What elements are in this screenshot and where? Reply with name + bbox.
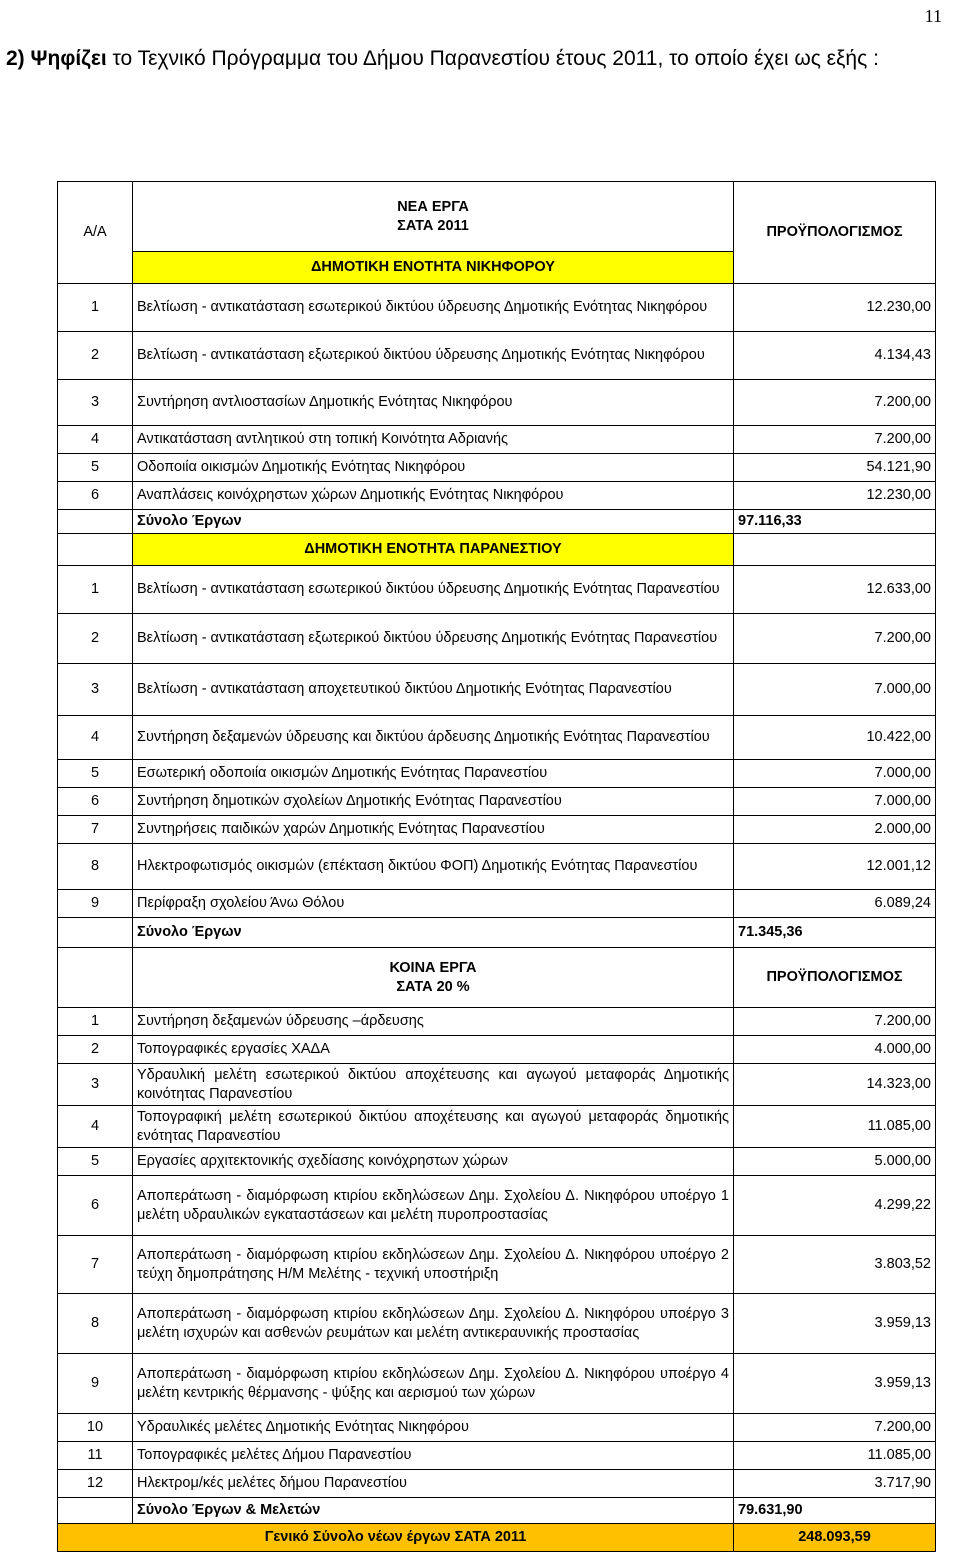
- table-row: [58, 844, 936, 890]
- item-amount: 3.717,90: [734, 1470, 936, 1498]
- table-row: [58, 380, 936, 426]
- item-description: Υδραυλική μελέτη εσωτερικού δικτύου αποχέτευσης και αγωγού μεταφοράς Δημοτικής κοινότητας Παρανεστίου: [133, 1064, 734, 1106]
- item-number: 3: [58, 380, 133, 426]
- total-value: 71.345,36: [734, 918, 936, 948]
- item-amount: 7.000,00: [734, 760, 936, 788]
- total-value: 79.631,90: [734, 1498, 936, 1524]
- total-row: [58, 510, 936, 534]
- item-number: 4: [58, 1106, 133, 1148]
- item-description: Συντηρήσεις παιδικών χαρών Δημοτικής Ενότητας Παρανεστίου: [133, 816, 734, 844]
- item-description: Αντικατάσταση αντλητικού στη τοπική Κοινότητα Αδριανής: [133, 426, 734, 454]
- item-description: Ηλεκτροφωτισμός οικισμών (επέκταση δικτύου ΦΟΠ) Δημοτικής Ενότητας Παρανεστίου: [133, 844, 734, 890]
- item-description: Περίφραξη σχολείου Άνω Θόλου: [133, 890, 734, 918]
- item-amount: 3.803,52: [734, 1236, 936, 1294]
- item-amount: 6.089,24: [734, 890, 936, 918]
- item-number: 11: [58, 1442, 133, 1470]
- table-row: [58, 332, 936, 380]
- item-description: Συντήρηση αντλιοστασίων Δημοτικής Ενότητας Νικηφόρου: [133, 380, 734, 426]
- item-number: 5: [58, 1148, 133, 1176]
- item-number: 6: [58, 1176, 133, 1236]
- item-number: 5: [58, 454, 133, 482]
- item-description: Αναπλάσεις κοινόχρηστων χώρων Δημοτικής Ενότητας Νικηφόρου: [133, 482, 734, 510]
- table-row: [58, 1442, 936, 1470]
- item-amount: 54.121,90: [734, 454, 936, 482]
- table-row: [58, 614, 936, 664]
- table-row: [58, 816, 936, 844]
- item-amount: 7.000,00: [734, 788, 936, 816]
- item-description: Υδραυλικές μελέτες Δημοτικής Ενότητας Νικηφόρου: [133, 1414, 734, 1442]
- item-number: 1: [58, 566, 133, 614]
- item-number: 7: [58, 1236, 133, 1294]
- page-number: 11: [924, 6, 942, 26]
- grand-total-label: Γενικό Σύνολο νέων έργων ΣΑΤΑ 2011: [58, 1524, 734, 1552]
- item-description: Συντήρηση δεξαμενών ύδρευσης –άρδευσης: [133, 1008, 734, 1036]
- item-amount: 5.000,00: [734, 1148, 936, 1176]
- header-title-line1: ΝΕΑ ΕΡΓΑ: [397, 198, 469, 215]
- item-description: Συντήρηση δεξαμενών ύδρευσης και δικτύου άρδευσης Δημοτικής Ενότητας Παρανεστίου: [133, 716, 734, 760]
- item-amount: 2.000,00: [734, 816, 936, 844]
- header-aa: Α/Α: [58, 182, 133, 284]
- header-title: [133, 182, 734, 252]
- section3-title: [133, 948, 734, 1008]
- item-amount: 7.200,00: [734, 1008, 936, 1036]
- intro-paragraph: [6, 42, 951, 76]
- total-row: [58, 1498, 936, 1524]
- section2-budget-spacer: [734, 534, 936, 566]
- item-number: 2: [58, 1036, 133, 1064]
- table-row: [58, 1236, 936, 1294]
- section3-title-line2: ΣΑΤΑ 20 %: [396, 978, 470, 995]
- item-description: Βελτίωση - αντικατάσταση εξωτερικού δικτύου ύδρευσης Δημοτικής Ενότητας Παρανεστίου: [133, 614, 734, 664]
- total-label: Σύνολο Έργων: [133, 918, 734, 948]
- header-budget: ΠΡΟΫΠΟΛΟΓΙΣΜΟΣ: [734, 182, 936, 284]
- table-row: [58, 482, 936, 510]
- item-description: Βελτίωση - αντικατάσταση εσωτερικού δικτύου ύδρευσης Δημοτικής Ενότητας Νικηφόρου: [133, 284, 734, 332]
- intro-bold: 2) Ψηφίζει: [6, 47, 107, 70]
- item-amount: 3.959,13: [734, 1354, 936, 1414]
- item-number: 8: [58, 844, 133, 890]
- item-number: 1: [58, 1008, 133, 1036]
- item-description: Τοπογραφικές εργασίες ΧΑΔΑ: [133, 1036, 734, 1064]
- item-number: 4: [58, 426, 133, 454]
- item-description: Συντήρηση δημοτικών σχολείων Δημοτικής Ενότητας Παρανεστίου: [133, 788, 734, 816]
- table-row: [58, 1354, 936, 1414]
- item-amount: 3.959,13: [734, 1294, 936, 1354]
- table-row: [58, 1294, 936, 1354]
- table-row: [58, 454, 936, 482]
- total-spacer: [58, 918, 133, 948]
- item-amount: 12.001,12: [734, 844, 936, 890]
- total-value: 97.116,33: [734, 510, 936, 534]
- item-amount: 7.200,00: [734, 380, 936, 426]
- item-number: 6: [58, 482, 133, 510]
- item-description: Τοπογραφικές μελέτες Δήμου Παρανεστίου: [133, 1442, 734, 1470]
- total-label: Σύνολο Έργων & Μελετών: [133, 1498, 734, 1524]
- item-amount: 4.299,22: [734, 1176, 936, 1236]
- item-number: 2: [58, 332, 133, 380]
- item-amount: 12.230,00: [734, 482, 936, 510]
- item-number: 8: [58, 1294, 133, 1354]
- table-row: [58, 1106, 936, 1148]
- table-row: [58, 788, 936, 816]
- item-amount: 7.200,00: [734, 614, 936, 664]
- table-row: [58, 760, 936, 788]
- item-number: 1: [58, 284, 133, 332]
- item-description: Αποπεράτωση - διαμόρφωση κτιρίου εκδηλώσεων Δημ. Σχολείου Δ. Νικηφόρου υποέργο 3 μελέτη ισχυρών και ασθενών ρευμάτων και μελέτη αντικεραυνικής προστασίας: [133, 1294, 734, 1354]
- section2-spacer: [58, 534, 133, 566]
- item-amount: 4.000,00: [734, 1036, 936, 1064]
- total-spacer: [58, 510, 133, 534]
- section3-title-line1: ΚΟΙΝΑ ΕΡΓΑ: [389, 959, 477, 976]
- item-number: 3: [58, 664, 133, 716]
- budget-table: [57, 181, 936, 1552]
- item-number: 5: [58, 760, 133, 788]
- total-spacer: [58, 1498, 133, 1524]
- item-amount: 7.200,00: [734, 1414, 936, 1442]
- section3-header-row: [58, 948, 936, 1008]
- table-row: [58, 1470, 936, 1498]
- header-title-line2: ΣΑΤΑ 2011: [397, 217, 469, 234]
- budget-table-body: [58, 182, 936, 1552]
- item-description: Εργασίες αρχιτεκτονικής σχεδίασης κοινόχρηστων χώρων: [133, 1148, 734, 1176]
- section3-budget: ΠΡΟΫΠΟΛΟΓΙΣΜΟΣ: [734, 948, 936, 1008]
- item-description: Αποπεράτωση - διαμόρφωση κτιρίου εκδηλώσεων Δημ. Σχολείου Δ. Νικηφόρου υποέργο 2 τεύχη δημοπράτησης Η/Μ Μελέτης - τεχνική υποστήριξη: [133, 1236, 734, 1294]
- item-number: 9: [58, 1354, 133, 1414]
- item-number: 7: [58, 816, 133, 844]
- item-amount: 11.085,00: [734, 1442, 936, 1470]
- item-description: Εσωτερική οδοποιία οικισμών Δημοτικής Ενότητας Παρανεστίου: [133, 760, 734, 788]
- item-description: Βελτίωση - αντικατάσταση εξωτερικού δικτύου ύδρευσης Δημοτικής Ενότητας Νικηφόρου: [133, 332, 734, 380]
- item-description: Αποπεράτωση - διαμόρφωση κτιρίου εκδηλώσεων Δημ. Σχολείου Δ. Νικηφόρου υποέργο 1 μελέτη υδραυλικών εγκαταστάσεων και μελέτη πυροπροστασίας: [133, 1176, 734, 1236]
- item-description: Βελτίωση - αντικατάσταση εσωτερικού δικτύου ύδρευσης Δημοτικής Ενότητας Παρανεστίου: [133, 566, 734, 614]
- item-description: Τοπογραφική μελέτη εσωτερικού δικτύου αποχέτευσης και αγωγού μεταφοράς δημοτικής ενότητας Παρανεστίου: [133, 1106, 734, 1148]
- table-row: [58, 664, 936, 716]
- header-row: [58, 182, 936, 252]
- table-row: [58, 1036, 936, 1064]
- item-amount: 4.134,43: [734, 332, 936, 380]
- item-number: 3: [58, 1064, 133, 1106]
- table-row: [58, 566, 936, 614]
- total-row: [58, 918, 936, 948]
- item-amount: 14.323,00: [734, 1064, 936, 1106]
- grand-total-value: 248.093,59: [734, 1524, 936, 1552]
- table-row: [58, 426, 936, 454]
- item-description: Αποπεράτωση - διαμόρφωση κτιρίου εκδηλώσεων Δημ. Σχολείου Δ. Νικηφόρου υποέργο 4 μελέτη κεντρικής θέρμανσης - ψύξης και αερισμού των χώρων: [133, 1354, 734, 1414]
- item-number: 6: [58, 788, 133, 816]
- item-number: 2: [58, 614, 133, 664]
- total-label: Σύνολο Έργων: [133, 510, 734, 534]
- table-row: [58, 1414, 936, 1442]
- table-row: [58, 1064, 936, 1106]
- table-row: [58, 1176, 936, 1236]
- item-number: 9: [58, 890, 133, 918]
- item-amount: 11.085,00: [734, 1106, 936, 1148]
- item-amount: 7.000,00: [734, 664, 936, 716]
- item-amount: 10.422,00: [734, 716, 936, 760]
- item-amount: 7.200,00: [734, 426, 936, 454]
- item-description: Βελτίωση - αντικατάσταση αποχετευτικού δικτύου Δημοτικής Ενότητας Παρανεστίου: [133, 664, 734, 716]
- section2-title-row: [58, 534, 936, 566]
- section1-title: ΔΗΜΟΤΙΚΗ ΕΝΟΤΗΤΑ ΝΙΚΗΦΟΡΟΥ: [133, 252, 734, 284]
- table-row: [58, 716, 936, 760]
- item-number: 10: [58, 1414, 133, 1442]
- table-row: [58, 1148, 936, 1176]
- item-description: Οδοποιία οικισμών Δημοτικής Ενότητας Νικηφόρου: [133, 454, 734, 482]
- item-number: 4: [58, 716, 133, 760]
- item-amount: 12.230,00: [734, 284, 936, 332]
- item-number: 12: [58, 1470, 133, 1498]
- table-row: [58, 1008, 936, 1036]
- item-amount: 12.633,00: [734, 566, 936, 614]
- intro-text: το Τεχνικό Πρόγραμμα του Δήμου Παρανεστίου έτους 2011, το οποίο έχει ως εξής :: [106, 47, 879, 70]
- item-description: Ηλεκτρομ/κές μελέτες δήμου Παρανεστίου: [133, 1470, 734, 1498]
- table-row: [58, 284, 936, 332]
- table-row: [58, 890, 936, 918]
- section2-title: ΔΗΜΟΤΙΚΗ ΕΝΟΤΗΤΑ ΠΑΡΑΝΕΣΤΙΟΥ: [133, 534, 734, 566]
- section3-spacer: [58, 948, 133, 1008]
